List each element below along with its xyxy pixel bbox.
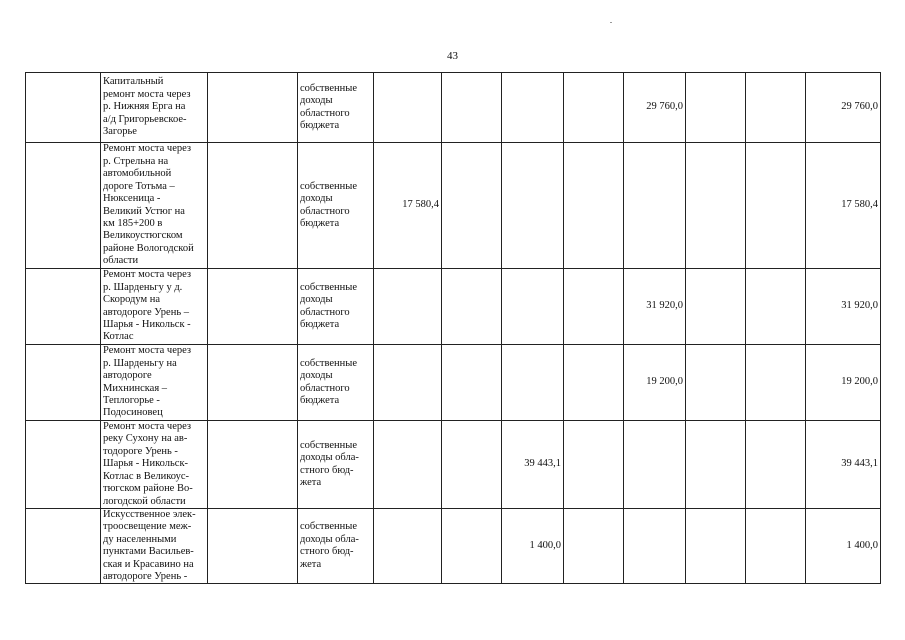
empty-cell — [564, 73, 624, 143]
value-cell-6 — [746, 345, 806, 421]
object-name-cell: Ремонт моста через р. Шарденьгу у д. Скородум на автодороге Урень – Шарья - Никольск - Котлас — [101, 269, 208, 345]
value-cell-4: 31 920,0 — [624, 269, 686, 345]
value-cell-2 — [442, 269, 502, 345]
empty-cell — [208, 143, 298, 269]
empty-cell — [564, 421, 624, 509]
total-cell: 17 580,4 — [806, 143, 881, 269]
value-cell-4 — [624, 509, 686, 584]
number-cell — [26, 73, 101, 143]
value-cell-1 — [374, 269, 442, 345]
object-name-cell: Искусственное элек- троосвещение меж- ду населенными пунктами Васильев- ская и Красавино на автодороге Урень - — [101, 509, 208, 584]
table-row — [26, 143, 881, 269]
object-name-cell: Ремонт моста через р. Шарденьгу на автодороге Михнинская – Теплогорье - Подосиновец — [101, 345, 208, 421]
funding-source-cell: собственные доходы областного бюджета — [298, 345, 374, 421]
value-cell-3: 1 400,0 — [502, 509, 564, 584]
value-cell-3 — [502, 143, 564, 269]
empty-cell — [208, 345, 298, 421]
value-cell-6 — [746, 509, 806, 584]
object-name-cell: Ремонт моста через р. Стрельна на автомобильной дороге Тотьма – Нюксеница - Великий Устюг на км 185+200 в Великоустюгском районе Вологодской области — [101, 143, 208, 269]
value-cell-6 — [746, 269, 806, 345]
funding-source-cell: собственные доходы областного бюджета — [298, 269, 374, 345]
object-name-cell: Капитальный ремонт моста через р. Нижняя Ерга на а/д Григорьевское- Загорье — [101, 73, 208, 143]
value-cell-2 — [442, 345, 502, 421]
table-row — [26, 269, 881, 345]
number-cell — [26, 345, 101, 421]
number-cell — [26, 509, 101, 584]
value-cell-1 — [374, 345, 442, 421]
total-cell: 29 760,0 — [806, 73, 881, 143]
empty-cell — [208, 73, 298, 143]
table-row — [26, 345, 881, 421]
value-cell-5 — [686, 143, 746, 269]
funding-source-cell: собственные доходы областного бюджета — [298, 143, 374, 269]
value-cell-2 — [442, 73, 502, 143]
value-cell-5 — [686, 345, 746, 421]
total-cell: 31 920,0 — [806, 269, 881, 345]
value-cell-4: 19 200,0 — [624, 345, 686, 421]
number-cell — [26, 143, 101, 269]
value-cell-3 — [502, 269, 564, 345]
value-cell-2 — [442, 143, 502, 269]
value-cell-4 — [624, 421, 686, 509]
value-cell-5 — [686, 421, 746, 509]
total-cell: 1 400,0 — [806, 509, 881, 584]
value-cell-3 — [502, 73, 564, 143]
scan-speck — [610, 22, 612, 23]
value-cell-4: 29 760,0 — [624, 73, 686, 143]
page-number: 43 — [447, 50, 458, 62]
empty-cell — [208, 421, 298, 509]
funding-source-cell: собственные доходы обла- стного бюд- жета — [298, 509, 374, 584]
value-cell-6 — [746, 421, 806, 509]
value-cell-1 — [374, 509, 442, 584]
empty-cell — [208, 509, 298, 584]
empty-cell — [564, 143, 624, 269]
empty-cell — [564, 509, 624, 584]
value-cell-2 — [442, 421, 502, 509]
table-row — [26, 73, 881, 143]
empty-cell — [564, 269, 624, 345]
value-cell-2 — [442, 509, 502, 584]
value-cell-6 — [746, 73, 806, 143]
value-cell-3 — [502, 345, 564, 421]
table-row — [26, 509, 881, 584]
empty-cell — [208, 269, 298, 345]
empty-cell — [564, 345, 624, 421]
value-cell-1 — [374, 421, 442, 509]
value-cell-5 — [686, 269, 746, 345]
value-cell-1 — [374, 73, 442, 143]
total-cell: 19 200,0 — [806, 345, 881, 421]
number-cell — [26, 421, 101, 509]
table-row — [26, 421, 881, 509]
value-cell-1: 17 580,4 — [374, 143, 442, 269]
value-cell-5 — [686, 73, 746, 143]
funding-source-cell: собственные доходы областного бюджета — [298, 73, 374, 143]
value-cell-5 — [686, 509, 746, 584]
value-cell-4 — [624, 143, 686, 269]
value-cell-6 — [746, 143, 806, 269]
object-name-cell: Ремонт моста через реку Сухону на ав- тодороге Урень - Шарья - Никольск- Котлас в Великоус- тюгском районе Во- логодской области — [101, 421, 208, 509]
budget-table — [25, 72, 881, 584]
total-cell: 39 443,1 — [806, 421, 881, 509]
funding-source-cell: собственные доходы обла- стного бюд- жета — [298, 421, 374, 509]
number-cell — [26, 269, 101, 345]
value-cell-3: 39 443,1 — [502, 421, 564, 509]
